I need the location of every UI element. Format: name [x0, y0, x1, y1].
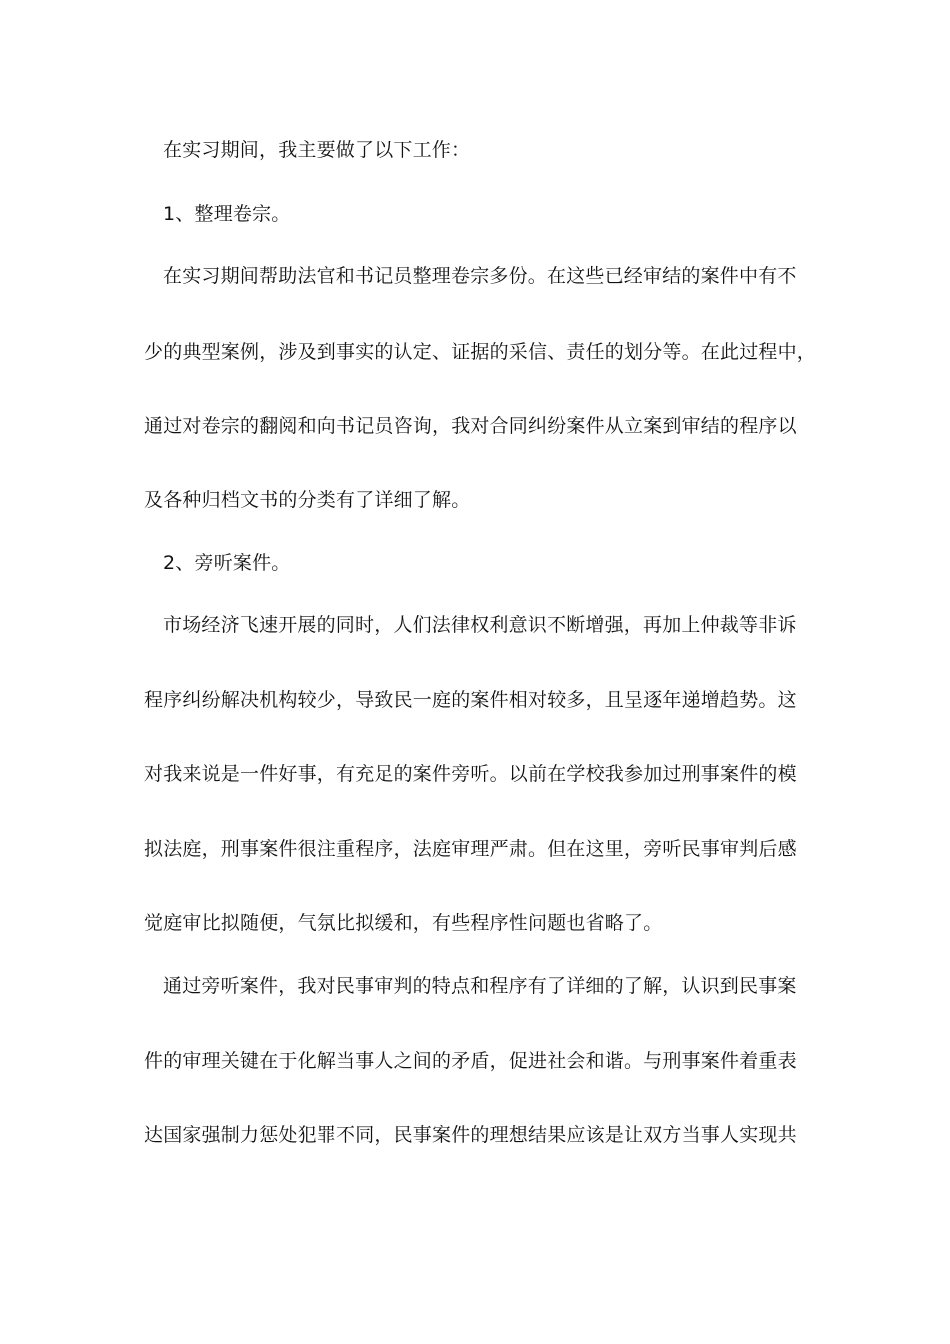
- paragraph-line: 通过对卷宗的翻阅和向书记员咨询，我对合同纠纷案件从立案到审结的程序以: [144, 415, 797, 437]
- section-2-heading: 2、旁听案件。: [163, 552, 291, 574]
- paragraph-line: 及各种归档文书的分类有了详细了解。: [144, 489, 471, 511]
- paragraph-line: 件的审理关键在于化解当事人之间的矛盾，促进社会和谐。与刑事案件着重表: [144, 1050, 797, 1072]
- paragraph-line: 达国家强制力惩处犯罪不同，民事案件的理想结果应该是让双方当事人实现共: [144, 1124, 797, 1146]
- paragraph-line: 通过旁听案件，我对民事审判的特点和程序有了详细的了解，认识到民事案: [163, 975, 797, 997]
- paragraph-line: 拟法庭，刑事案件很注重程序，法庭审理严肃。但在这里，旁听民事审判后感: [144, 838, 797, 860]
- paragraph-line: 少的典型案例，涉及到事实的认定、证据的采信、责任的划分等。在此过程中，: [144, 341, 817, 363]
- paragraph-line: 在实习期间帮助法官和书记员整理卷宗多份。在这些已经审结的案件中有不: [163, 265, 797, 287]
- paragraph-line: 市场经济飞速开展的同时，人们法律权利意识不断增强，再加上仲裁等非诉: [163, 614, 797, 636]
- paragraph-line: 觉庭审比拟随便，气氛比拟缓和，有些程序性问题也省略了。: [144, 912, 663, 934]
- section-1-heading: 1、整理卷宗。: [163, 203, 291, 225]
- paragraph-line: 程序纠纷解决机构较少，导致民一庭的案件相对较多，且呈逐年递增趋势。这: [144, 689, 797, 711]
- paragraph-line: 对我来说是一件好事，有充足的案件旁听。以前在学校我参加过刑事案件的模: [144, 763, 797, 785]
- intro-line: 在实习期间，我主要做了以下工作：: [163, 139, 471, 161]
